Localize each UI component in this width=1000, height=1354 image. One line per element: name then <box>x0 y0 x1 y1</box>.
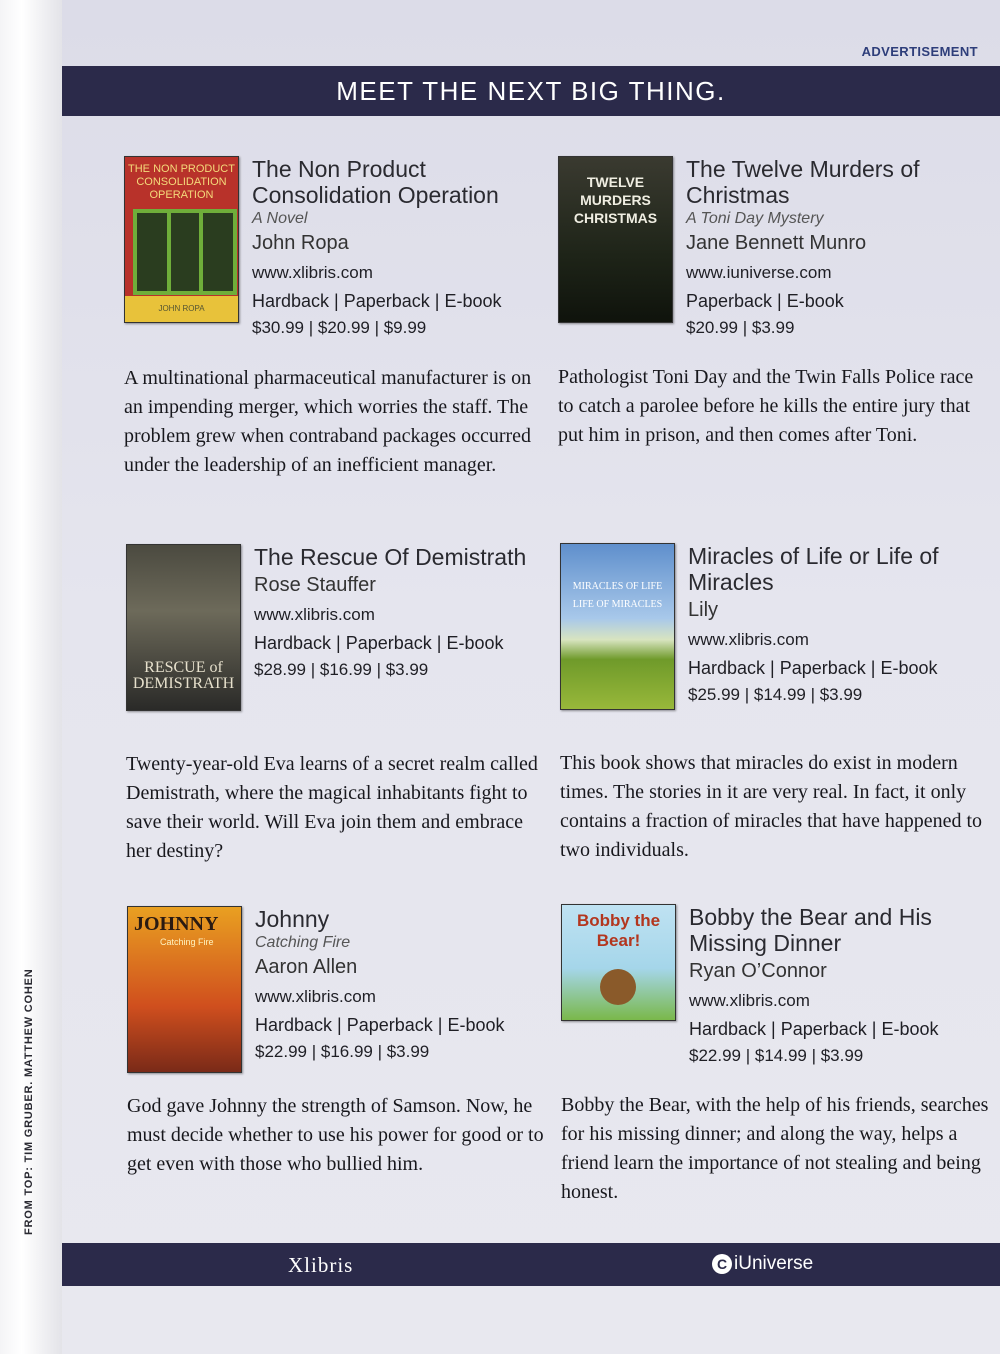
book-title: The Twelve Murders of Christmas <box>686 156 920 208</box>
book-description: Bobby the Bear, with the help of his friends, searches for his missing dinner; and along the way, helps a friend learn the importance of not stealing and being honest. <box>561 1094 989 1203</box>
book-url: www.xlibris.com <box>252 263 373 282</box>
book-entry <box>126 544 556 904</box>
iuniverse-logo <box>712 1253 813 1275</box>
cover-title: JOHNNY <box>134 913 219 935</box>
book-entry <box>124 156 554 516</box>
book-title: The Non Product Consolidation Operation <box>252 156 499 208</box>
book-entry <box>561 904 991 1264</box>
book-title: Johnny <box>255 906 330 932</box>
book-subtitle: Catching Fire <box>255 934 351 951</box>
iuniverse-logo-icon: C <box>712 1254 732 1274</box>
header-title: MEET THE NEXT BIG THING. <box>336 75 726 106</box>
book-entry <box>127 906 557 1266</box>
book-info <box>252 156 552 338</box>
book-author: Ryan O’Connor <box>689 960 827 982</box>
cover-window-art <box>133 209 237 295</box>
xlibris-logo: Xlibris <box>288 1253 354 1277</box>
book-author: Jane Bennett Munro <box>686 232 867 254</box>
cover-subtitle: Catching Fire <box>160 937 214 947</box>
book-title: Miracles of Life or Life of Miracles <box>688 543 939 595</box>
book-author: John Ropa <box>252 232 349 254</box>
book-description: Pathologist Toni Day and the Twin Falls Police race to catch a parolee before he kills the entire jury that put him in prison, and then comes after Toni. <box>558 366 974 446</box>
cover-title: TWELVE MURDERS CHRISTMAS <box>573 174 658 226</box>
page-gutter <box>0 0 62 1354</box>
book-prices: $20.99 | $3.99 <box>686 318 795 337</box>
book-description: Twenty-year-old Eva learns of a secret realm called Demistrath, where the magical inhabitants fight to save their world. Will Eva join them and embrace her destiny? <box>126 753 538 862</box>
book-title: Bobby the Bear and His Missing Dinner <box>689 904 932 956</box>
book-formats: Hardback | Paperback | E-book <box>252 291 502 311</box>
book-prices: $22.99 | $16.99 | $3.99 <box>255 1042 430 1061</box>
cover-title: THE NON PRODUCT CONSOLIDATION OPERATION <box>128 163 235 201</box>
book-description: A multinational pharmaceutical manufacturer is on an impending merger, which worries the staff. The problem grew when contraband packages occurred under the leadership of an inefficient manager. <box>124 367 532 476</box>
iuniverse-logo-text: iUniverse <box>734 1253 814 1274</box>
book-subtitle: A Toni Day Mystery <box>686 210 824 227</box>
book-cover <box>561 904 676 1021</box>
book-url: www.xlibris.com <box>689 991 810 1010</box>
book-entry <box>560 543 990 903</box>
book-prices: $25.99 | $14.99 | $3.99 <box>688 685 863 704</box>
book-info <box>688 543 988 705</box>
cover-author: JOHN ROPA <box>125 296 238 322</box>
photo-credit: FROM TOP: TIM GRUBER. MATTHEW COHEN <box>23 968 35 1235</box>
footer-bar <box>62 1243 1000 1286</box>
book-formats: Paperback | E-book <box>686 291 844 311</box>
book-url: www.iuniverse.com <box>686 263 832 282</box>
book-author: Aaron Allen <box>255 956 358 978</box>
book-info <box>254 544 554 680</box>
cover-title: MIRACLES OF LIFE LIFE OF MIRACLES <box>572 581 663 610</box>
book-url: www.xlibris.com <box>688 630 809 649</box>
book-cover <box>558 156 673 323</box>
book-cover <box>126 544 241 711</box>
advertisement-label: ADVERTISEMENT <box>861 44 978 59</box>
book-info <box>255 906 555 1062</box>
cover-title: RESCUE of DEMISTRATH <box>132 659 235 692</box>
book-formats: Hardback | Paperback | E-book <box>254 633 504 653</box>
book-cover <box>124 156 239 323</box>
book-formats: Hardback | Paperback | E-book <box>688 658 938 678</box>
book-formats: Hardback | Paperback | E-book <box>255 1015 505 1035</box>
book-url: www.xlibris.com <box>254 605 375 624</box>
book-description: God gave Johnny the strength of Samson. Now, he must decide whether to use his power for good or to get even with those who bullied him. <box>127 1095 544 1175</box>
book-prices: $22.99 | $14.99 | $3.99 <box>689 1046 864 1065</box>
book-author: Lily <box>688 599 719 621</box>
advertisement-page <box>62 0 1000 1354</box>
bear-illustration <box>600 969 636 1005</box>
book-formats: Hardback | Paperback | E-book <box>689 1019 939 1039</box>
book-cover <box>560 543 675 710</box>
book-entry <box>558 156 988 516</box>
book-cover <box>127 906 242 1073</box>
header-bar <box>62 66 1000 116</box>
book-info <box>686 156 986 338</box>
cover-title: Bobby the Bear! <box>576 911 661 950</box>
book-url: www.xlibris.com <box>255 987 376 1006</box>
book-title: The Rescue Of Demistrath <box>254 544 527 570</box>
book-prices: $30.99 | $20.99 | $9.99 <box>252 318 427 337</box>
book-prices: $28.99 | $16.99 | $3.99 <box>254 660 429 679</box>
book-info <box>689 904 989 1066</box>
book-description: This book shows that miracles do exist in modern times. The stories in it are very real. In fact, it only contains a fraction of miracles that have happened to two individuals. <box>560 752 983 861</box>
book-subtitle: A Novel <box>252 210 308 227</box>
book-author: Rose Stauffer <box>254 574 376 596</box>
